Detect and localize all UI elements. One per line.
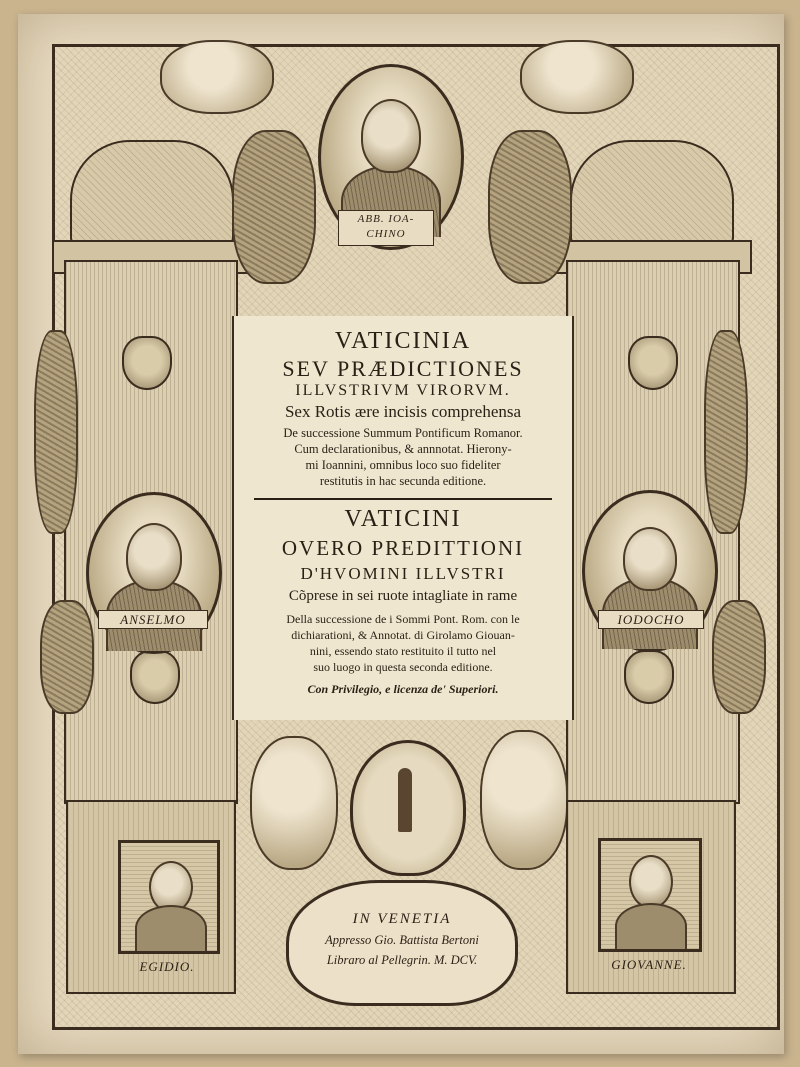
imprint-line2: Appresso Gio. Battista Bertoni	[325, 933, 479, 947]
italian-title-line1: VATICINI	[344, 506, 462, 532]
right-fruit-garland	[488, 130, 572, 284]
left-lower-mask	[130, 650, 180, 704]
section-divider-rule	[254, 498, 552, 500]
latin-title-line6: Cum declarationibus, & annnotat. Hierony-	[294, 442, 512, 456]
portrait-egidio-name: EGIDIO.	[139, 959, 195, 974]
title-text-panel	[232, 316, 574, 720]
imprint-cartouche	[286, 880, 518, 1006]
italian-title-line5: Della successione de i Sommi Pont. Rom. con le	[286, 612, 520, 626]
portrait-iodocho-name: IODOCHO	[598, 610, 704, 629]
portrait-anselmo-oval	[86, 492, 222, 654]
left-lion-mask	[122, 336, 172, 390]
latin-title-line7: mi Ioannini, omnibus loco suo fideliter	[305, 458, 501, 472]
latin-title-line3: ILLVSTRIVM VIRORVM.	[295, 382, 511, 399]
italian-title-line7: nini, essendo stato restituito il tutto nel	[309, 644, 497, 658]
top-left-cherub	[160, 40, 274, 114]
left-crown-ornament	[70, 140, 234, 244]
right-outer-swag	[704, 330, 748, 534]
italian-title-line4: Cõprese in sei ruote intagliate in rame	[288, 588, 518, 604]
imprint-line3: Libraro al Pellegrin. M. DCV.	[326, 953, 478, 967]
latin-title-line5: De successione Summum Pontificum Romanor.	[283, 426, 523, 440]
latin-title-line1: VATICINIA	[334, 328, 472, 354]
right-crown-ornament	[570, 140, 734, 244]
pilgrim-figure	[398, 768, 412, 832]
italian-title-line8: suo luogo in questa seconda editione.	[313, 660, 493, 674]
portrait-top-name: ABB. IOA- CHINO	[338, 210, 434, 246]
privilege-line: Con Privilegio, e licenza de' Superiori.	[307, 682, 499, 696]
imprint-line1: IN VENETIA	[352, 911, 452, 927]
latin-title-line2: SEV PRÆDICTIONES	[282, 356, 524, 381]
left-fruit-garland	[232, 130, 316, 284]
left-lower-swag	[40, 600, 94, 714]
latin-title-line8: restitutis in hac secunda editione.	[319, 474, 487, 488]
portrait-anselmo-name: ANSELMO	[98, 610, 208, 629]
top-right-cherub	[520, 40, 634, 114]
lower-right-cherub	[480, 730, 568, 870]
left-outer-swag	[34, 330, 78, 534]
right-lower-mask	[624, 650, 674, 704]
portrait-giovanne-box	[598, 838, 702, 952]
latin-title-line4: Sex Rotis ære incisis comprehensa	[284, 402, 522, 421]
portrait-egidio-box	[118, 840, 220, 954]
italian-title-line6: dichiarationi, & Annotat. di Girolamo Giouan-	[291, 628, 515, 642]
portrait-giovanne-name: GIOVANNE.	[611, 957, 687, 972]
right-lower-swag	[712, 600, 766, 714]
right-lion-mask	[628, 336, 678, 390]
lower-left-cherub	[250, 736, 338, 870]
italian-title-line2: OVERO PREDITTIONI	[281, 536, 525, 560]
italian-title-line3: D'HVOMINI ILLVSTRI	[300, 564, 506, 583]
